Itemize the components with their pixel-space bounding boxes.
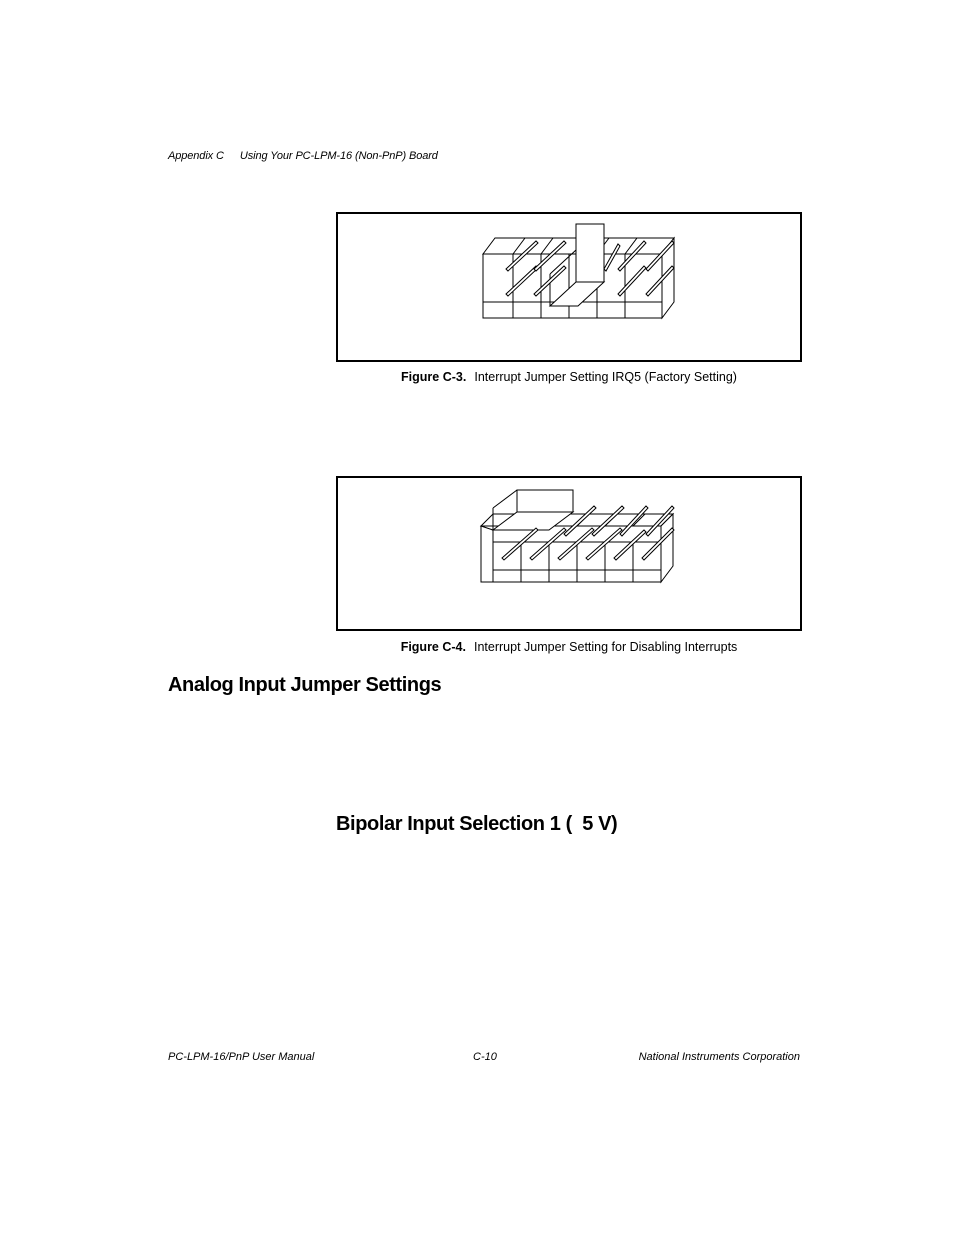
header-title: Using Your PC-LPM-16 (Non-PnP) Board	[239, 150, 438, 162]
figure-c4-jumper-diagram	[336, 476, 802, 631]
figure-c3-caption	[336, 370, 802, 384]
running-header	[168, 150, 438, 162]
jumper-block-irq5-drawing	[338, 214, 800, 360]
section-heading-analog-input: Analog Input Jumper Settings	[168, 674, 442, 696]
footer-company: National Instruments Corporation	[638, 1051, 800, 1063]
figure-c3-text: Interrupt Jumper Setting IRQ5 (Factory Setting)	[474, 370, 737, 384]
subsection-heading-bipolar-input: Bipolar Input Selection 1 ( 5 V)	[336, 813, 618, 835]
figure-c4-label: Figure C-4.	[400, 640, 466, 654]
figure-c3-jumper-diagram	[336, 212, 802, 362]
footer-page-number: C-10	[473, 1051, 497, 1063]
header-section: Appendix C	[168, 150, 224, 162]
jumper-block-disabled-drawing	[338, 478, 800, 629]
figure-c4-caption	[336, 640, 802, 654]
footer-manual-title: PC-LPM-16/PnP User Manual	[168, 1051, 315, 1063]
figure-c4-text: Interrupt Jumper Setting for Disabling Interrupts	[473, 640, 738, 654]
figure-c3-label: Figure C-3.	[401, 370, 467, 384]
